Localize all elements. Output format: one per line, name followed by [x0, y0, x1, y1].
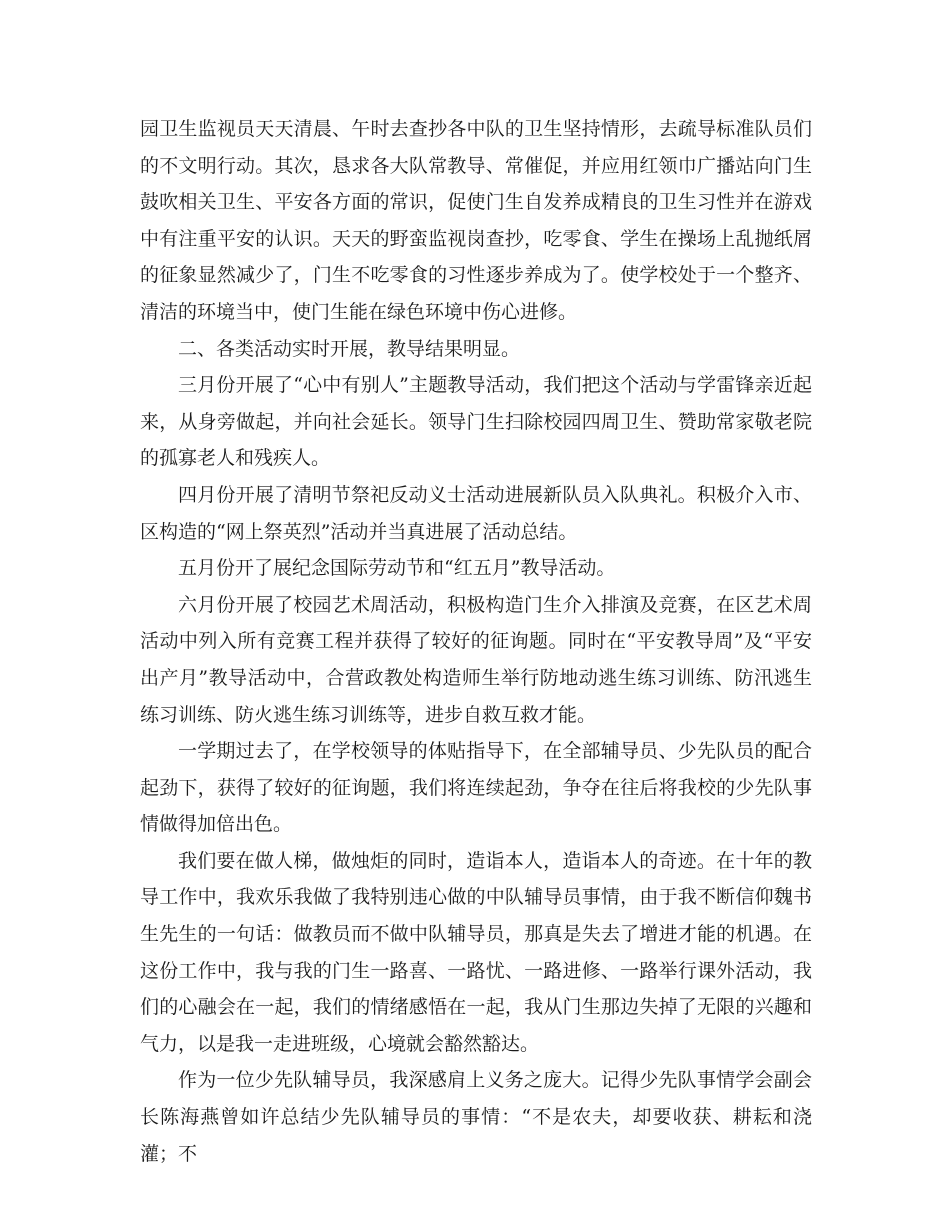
paragraph-semester-summary: 一学期过去了，在学校领导的体贴指导下，在全部辅导员、少先队员的配合起劲下，获得了较好的征询题，我们将连续起劲，争夺在往后将我校的少先队事情做得加倍出色。 — [140, 740, 812, 836]
paragraph-april-activity: 四月份开展了清明节祭祀反动义士活动进展新队员入队典礼。积极介入市、区构造的“网上祭英烈”活动并当真进展了活动总结。 — [140, 483, 812, 543]
paragraph-counselor-responsibility: 作为一位少先队辅导员，我深感肩上义务之庞大。记得少先队事情学会副会长陈海燕曾如许总结少先队辅导员的事情：“不是农夫，却要收获、耕耘和浇灌；不 — [140, 1069, 812, 1165]
paragraph-hygiene-supervision: 园卫生监视员天天清晨、午时去查抄各中队的卫生坚持情形，去疏导标准队员们的不文明行动。其次，恳求各大队常教导、常催促，并应用红领巾广播站向门生鼓吹相关卫生、平安各方面的常识，促使门生自发养成精良的卫生习性并在游戏中有注重平安的认识。天天的野蛮监视岗查抄，吃零食、学生在操场上乱抛纸屑的征象显然减少了，门生不吃零食的习性逐步养成为了。使学校处于一个整齐、清洁的环境当中，使门生能在绿色环境中伤心进修。 — [140, 118, 812, 323]
section-heading-activities: 二、各类活动实时开展，教导结果明显。 — [178, 337, 521, 360]
paragraph-teacher-reflection: 我们要在做人梯，做烛炬的同时，造诣本人，造诣本人的奇迹。在十年的教导工作中，我欢乐我做了我特别违心做的中队辅导员事情，由于我不断信仰魏书生先生的一句话：做教员而不做中队辅导员，那真是失去了增进才能的机遇。在这份工作中，我与我的门生一路喜、一路忧、一路进修、一路举行课外活动，我们的心融会在一起，我们的情绪感悟在一起，我从门生那边失掉了无限的兴趣和气力，以是我一走进班级，心境就会豁然豁达。 — [140, 849, 812, 1055]
document-body — [140, 111, 812, 1172]
paragraph-may-activity: 五月份开了展纪念国际劳动节和“红五月”教导活动。 — [178, 557, 616, 580]
paragraph-march-activity: 三月份开展了“心中有别人”主题教导活动，我们把这个活动与学雷锋亲近起来，从身旁做起，并向社会延长。领导门生扫除校园四周卫生、赞助常家敬老院的孤寡老人和残疾人。 — [140, 374, 812, 470]
paragraph-june-activity: 六月份开展了校园艺术周活动，积极构造门生介入排演及竞赛，在区艺术周活动中列入所有竞赛工程并获得了较好的征询题。同时在“平安教导周”及“平安出产月”教导活动中，合营政教处构造师生举行防地动逃生练习训练、防汛逃生练习训练、防火逃生练习训练等，进步自救互救才能。 — [140, 593, 812, 726]
